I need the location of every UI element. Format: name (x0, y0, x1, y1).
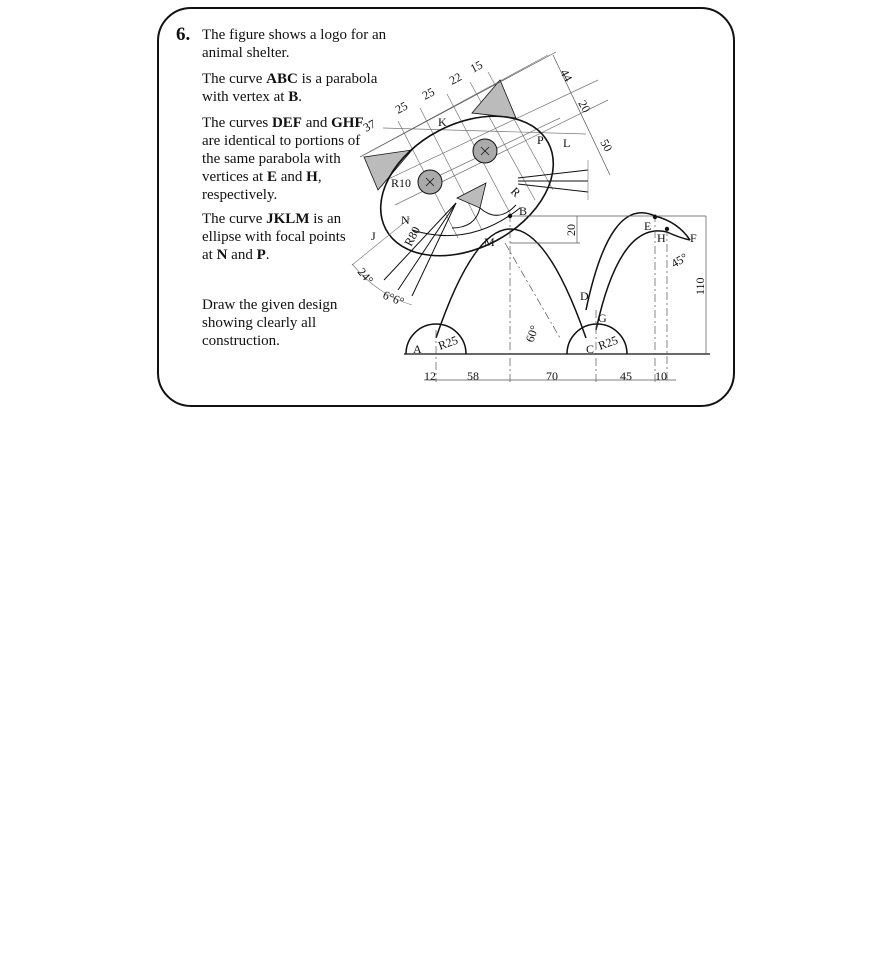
dim-bottom-10: 10 (655, 369, 667, 383)
label-k: K (438, 115, 447, 129)
label-c: C (586, 342, 595, 356)
intro-text: The figure shows a logo for an animal shelter. (202, 27, 387, 61)
instruction-text: Draw the given design showing clearly all construction. (202, 297, 338, 349)
label-p: P (537, 133, 544, 147)
left-whiskers (384, 203, 456, 296)
dim-top-22: 22 (446, 69, 465, 88)
jklm-text: The curve JKLM is an ellipse with focal points at N and P. (202, 211, 346, 263)
angle-leg-60: 60° (522, 323, 542, 345)
dim-height-110: 110 (693, 277, 707, 295)
dim-right-44: 44 (557, 66, 576, 85)
question-number: 6. (176, 24, 191, 45)
label-r25-right: R25 (596, 332, 620, 353)
whisker-construction (352, 218, 412, 305)
dim-bottom-12: 12 (424, 369, 436, 383)
dim-right-50: 50 (597, 136, 616, 155)
dim-top-25b: 25 (419, 84, 438, 103)
label-r80: R80 (401, 224, 424, 249)
body-parabola (436, 229, 586, 338)
centre-lines (436, 214, 667, 382)
label-g: G (598, 311, 607, 325)
dim-top-15: 15 (467, 57, 486, 76)
abc-text: The curve ABC is a parabola with vertex at B. (202, 71, 378, 105)
label-r25-left: R25 (436, 332, 460, 353)
label-b: B (519, 204, 528, 218)
label-l: L (563, 136, 571, 150)
label-j: J (371, 229, 376, 243)
dim-bottom-70: 70 (546, 369, 558, 383)
label-r10: R10 (391, 176, 412, 190)
muzzle-arc (412, 208, 520, 236)
label-d: D (580, 289, 589, 303)
nose (457, 183, 486, 208)
label-r-muzzle: R (507, 184, 524, 200)
angle-whisker-6-6: 6°6° (380, 287, 407, 309)
label-h: H (657, 231, 666, 245)
point-e-dot (653, 215, 657, 219)
label-e: E (644, 219, 652, 233)
point-b-dot (508, 214, 512, 218)
head-ellipse (357, 88, 578, 284)
dim-right-20: 20 (575, 97, 594, 116)
label-f: F (690, 231, 697, 245)
label-n: N (401, 213, 410, 227)
dim-bottom-58: 58 (467, 369, 479, 383)
angle-tail-45: 45° (668, 250, 691, 271)
angle-whisker-24: 24° (354, 264, 377, 287)
right-ear (472, 80, 516, 118)
tail-inner (596, 231, 690, 330)
mouth-left (452, 208, 480, 228)
label-a: A (413, 342, 422, 356)
dim-top-25a: 25 (392, 98, 411, 117)
dim-vertical-20: 20 (564, 224, 578, 236)
def-text: The curves DEF and GHF are identical to portions of the same parabola with vertices at E and H, respectively. (202, 115, 364, 203)
label-m: M (484, 235, 495, 249)
dim-bottom-45: 45 (620, 369, 632, 383)
dim-top-37: 37 (360, 116, 379, 135)
bottom-dimensions (424, 369, 667, 383)
